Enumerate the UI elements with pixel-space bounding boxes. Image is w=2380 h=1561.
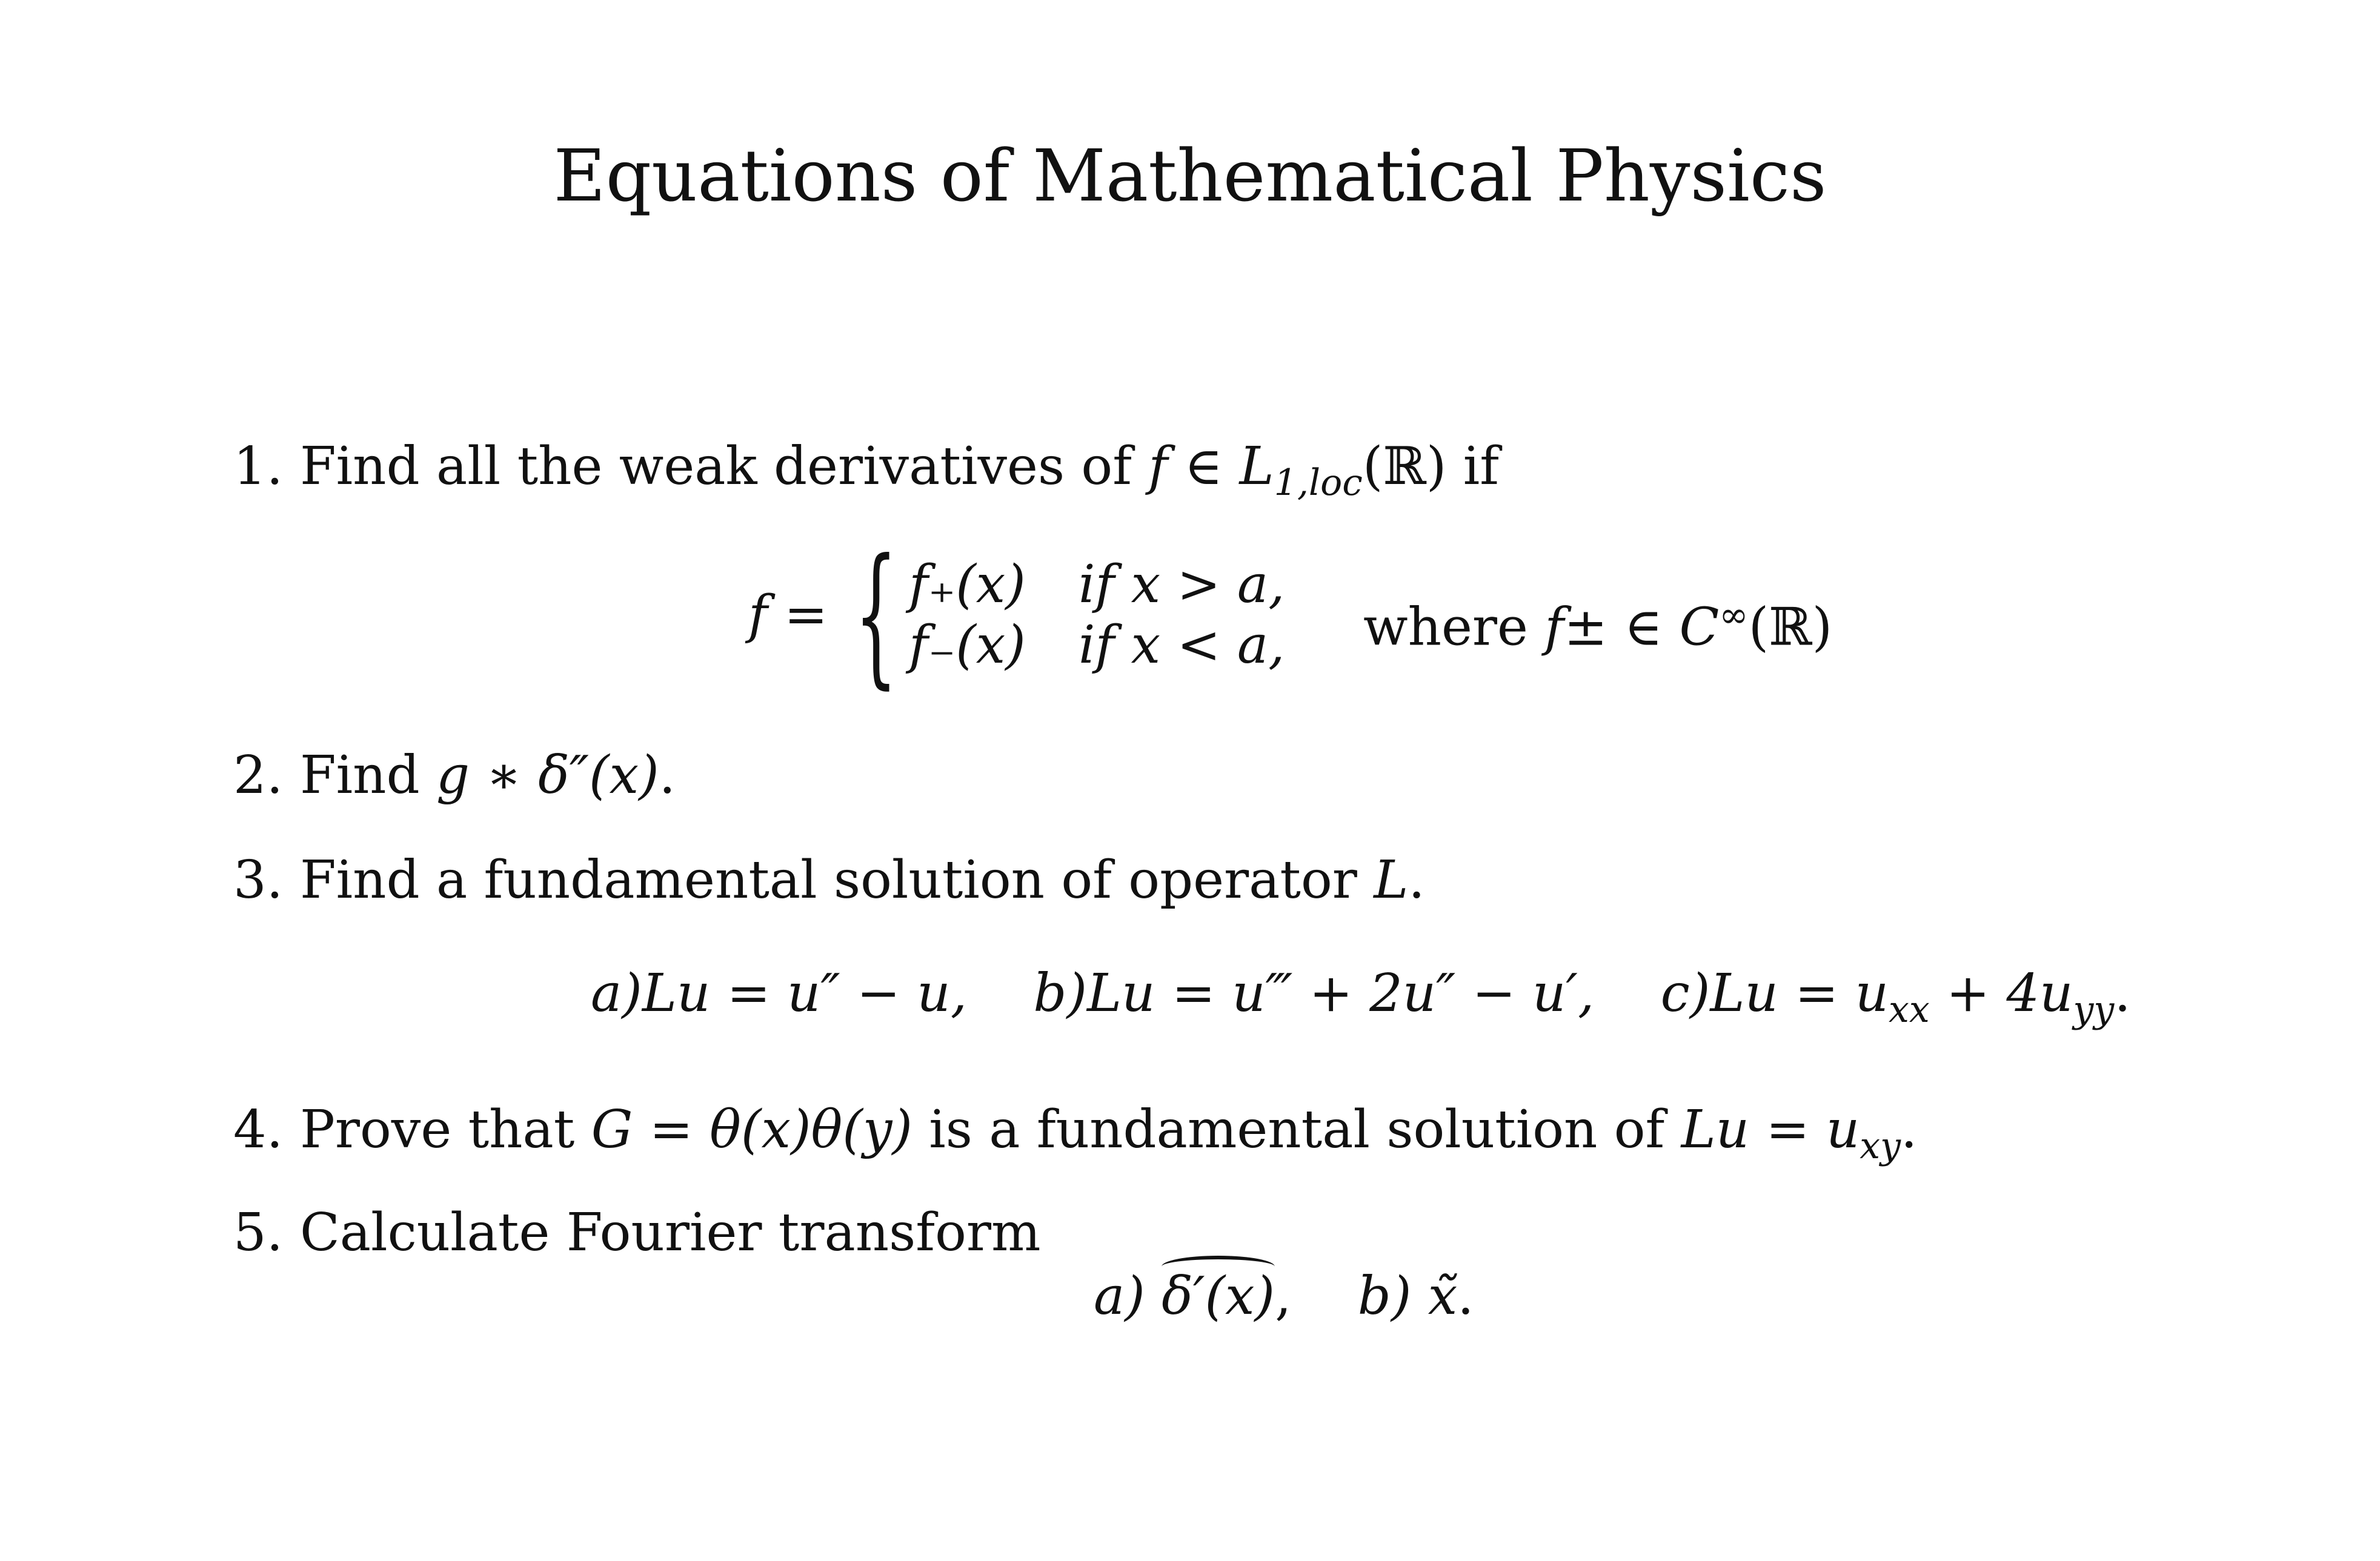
problem-4 <box>233 1096 1917 1179</box>
piecewise-row-1 <box>909 551 1285 618</box>
operator-c: Lu = u <box>1710 963 1889 1024</box>
problem-number: 1. <box>233 436 284 497</box>
math-expression-2: Lu = u <box>1681 1099 1860 1160</box>
problem-text-suffix: . <box>1408 850 1425 910</box>
math-subscript: 1,loc <box>1274 462 1363 505</box>
fourier-list <box>1094 1263 1474 1330</box>
operator-list <box>591 960 2131 1043</box>
problem-text: Find a fundamental solution of operator <box>300 850 1374 910</box>
part-label: a) <box>591 963 642 1024</box>
piecewise-expr: f₋(x) <box>909 615 1026 675</box>
where-word: where <box>1363 597 1528 658</box>
where-superscript: ∞ <box>1719 594 1749 635</box>
left-brace: { <box>854 526 898 703</box>
math-expression: g ∗ δ″(x) <box>436 745 659 806</box>
problem-text-suffix: . <box>1901 1099 1918 1160</box>
problem-5 <box>233 1199 1041 1266</box>
problem-text: Find all the weak derivatives of <box>300 436 1149 497</box>
math-expression: L <box>1374 850 1409 910</box>
where-clause <box>1363 582 1832 661</box>
part-label: a) <box>1094 1266 1145 1327</box>
problem-number: 4. <box>233 1099 284 1160</box>
problem-number: 2. <box>233 745 284 806</box>
piecewise-lhs: f = <box>748 585 828 645</box>
math-expression-tail: (ℝ) <box>1362 436 1447 497</box>
problem-text: Prove that <box>300 1099 591 1160</box>
operator-c-end: . <box>2114 963 2131 1024</box>
where-tail: (ℝ) <box>1748 597 1833 658</box>
math-subscript: xx <box>1889 989 1930 1032</box>
problem-3 <box>233 847 1425 913</box>
problem-text: Calculate Fourier transform <box>300 1202 1041 1263</box>
problem-text-suffix: if <box>1446 436 1500 497</box>
piecewise-condition: if x < a, <box>1079 615 1285 675</box>
problem-number: 3. <box>233 850 284 910</box>
operator-a: Lu = u″ − u, <box>642 963 968 1024</box>
fourier-a-end: , <box>1275 1266 1292 1327</box>
problem-text-suffix: . <box>659 745 676 806</box>
problem-text-mid: is a fundamental solution of <box>912 1099 1681 1160</box>
math-expression: f ∈ L <box>1148 436 1274 497</box>
fourier-a: δ′(x) <box>1162 1263 1275 1330</box>
piecewise-condition: if x > a, <box>1079 554 1285 615</box>
piecewise-row-2 <box>909 612 1285 678</box>
part-label: c) <box>1660 963 1710 1024</box>
fourier-b: x̃ <box>1428 1266 1458 1327</box>
fourier-b-end: . <box>1457 1266 1474 1327</box>
part-label: b) <box>1033 963 1087 1024</box>
part-label: b) <box>1357 1266 1412 1327</box>
problem-text: Find <box>300 745 436 806</box>
operator-b: Lu = u‴ + 2u″ − u′, <box>1087 963 1595 1024</box>
problem-number: 5. <box>233 1202 284 1263</box>
page-title: Equations of Mathematical Physics <box>553 134 1827 217</box>
problem-1 <box>233 433 1499 516</box>
math-expression: G = θ(x)θ(y) <box>591 1099 912 1160</box>
operator-c-cont: + 4u <box>1929 963 2073 1024</box>
problem-2 <box>233 742 676 809</box>
math-subscript: yy <box>2073 989 2115 1032</box>
piecewise-expr: f₊(x) <box>909 554 1026 615</box>
math-subscript: xy <box>1860 1125 1901 1168</box>
where-math: f± ∈ C <box>1544 597 1720 658</box>
